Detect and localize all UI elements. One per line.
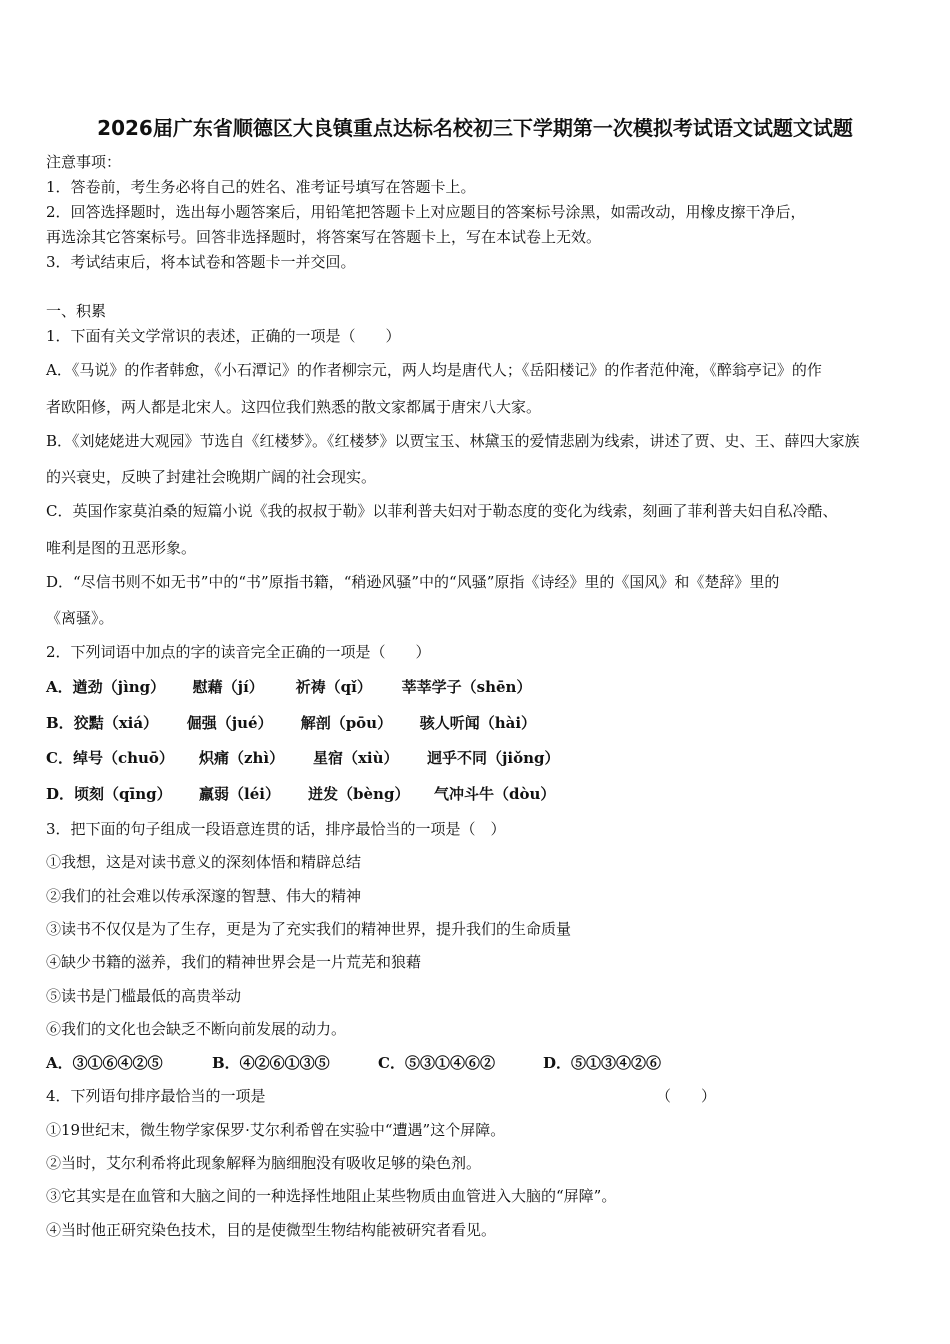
q3-option-d: D．⑤①③④②⑥: [543, 1054, 662, 1072]
q3-option-b: B．④②⑥①③⑤: [212, 1054, 330, 1072]
option-item: 祈祷（qǐ）: [295, 678, 372, 696]
q1-option-d-cont: 《离骚》。: [46, 609, 114, 627]
q1-option-c: C．英国作家莫泊桑的短篇小说《我的叔叔于勒》以菲利普夫妇对于勒态度的变化为线索，刻画了菲利普夫妇自私冷酷、: [46, 502, 838, 520]
section-heading: 一、积累: [46, 302, 107, 320]
q1-option-c-cont: 唯利是图的丑恶形象。: [46, 539, 197, 557]
option-item: 炽痛（zhì）: [198, 749, 285, 767]
q3-sentence: ⑥我们的文化也会缺乏不断向前发展的动力。: [46, 1020, 347, 1038]
notice-item: 2．回答选择题时，选出每小题答案后，用铅笔把答题卡上对应题目的答案标号涂黑，如需改动，用橡皮擦干净后，: [46, 203, 806, 221]
q4-sentence: ②当时，艾尔利希将此现象解释为脑细胞没有吸收足够的染色剂。: [46, 1154, 482, 1172]
notice-item: 再选涂其它答案标号。回答非选择题时，将答案写在答题卡上，写在本试卷上无效。: [46, 228, 602, 246]
option-item: 星宿（xiù）: [312, 749, 399, 767]
q2-option-b: [46, 713, 536, 733]
q1-stem: 1．下面有关文学常识的表述，正确的一项是（ ）: [46, 327, 401, 345]
option-item: 遒劲（jìng）: [72, 678, 166, 696]
q4-sentence: ④当时他正研究染色技术，目的是使微型生物结构能被研究者看见。: [46, 1221, 497, 1239]
q4-stem: 4．下列语句排序最恰当的一项是: [46, 1087, 266, 1105]
q2-option-c: [46, 748, 559, 768]
option-item: 倔强（jué）: [186, 714, 273, 732]
q1-option-b: B．《刘姥姥进大观园》节选自《红楼梦》。《红楼梦》以贾宝玉、林黛玉的爱情悲剧为线索，讲述了贾、史、王、薛四大家族: [46, 432, 860, 450]
option-item: 羸弱（léi）: [199, 785, 280, 803]
q3-option-c: C．⑤③①④⑥②: [378, 1054, 495, 1072]
option-label: D．: [46, 785, 75, 803]
notice-item: 1．答卷前，考生务必将自己的姓名、准考证号填写在答题卡上。: [46, 178, 476, 196]
option-label: A．: [46, 678, 73, 696]
option-item: 迸发（bèng）: [308, 785, 410, 803]
option-label: B．: [46, 714, 74, 732]
q3-sentence: ②我们的社会难以传承深邃的智慧、伟大的精神: [46, 887, 362, 905]
option-item: 解剖（pōu）: [300, 714, 393, 732]
q2-stem: 2．下列词语中加点的字的读音完全正确的一项是（ ）: [46, 643, 431, 661]
option-item: 绰号（chuō）: [72, 749, 174, 767]
q3-sentence: ①我想，这是对读书意义的深刻体悟和精辟总结: [46, 853, 362, 871]
option-item: 迥乎不同（jiǒng）: [426, 749, 560, 767]
document-title: 2026届广东省顺德区大良镇重点达标名校初三下学期第一次模拟考试语文试题文试题: [97, 116, 853, 140]
q1-option-a-cont: 者欧阳修，两人都是北宋人。这四位我们熟悉的散文家都属于唐宋八大家。: [46, 398, 542, 416]
q3-option-a: A．③①⑥④②⑤: [46, 1054, 163, 1072]
q4-sentence: ③它其实是在血管和大脑之间的一种选择性地阻止某些物质由血管进入大脑的“屏障”。: [46, 1187, 617, 1205]
notice-item: 3．考试结束后，将本试卷和答题卡一并交回。: [46, 253, 356, 271]
q1-option-d: D．“尽信书则不如无书”中的“书”原指书籍，“稍逊风骚”中的“风骚”原指《诗经》里的《国风》和《楚辞》里的: [46, 573, 780, 591]
q1-option-b-cont: 的兴衰史，反映了封建社会晚期广阔的社会现实。: [46, 468, 377, 486]
q3-sentence: ③读书不仅仅是为了生存，更是为了充实我们的精神世界，提升我们的生命质量: [46, 920, 572, 938]
q3-stem: 3．把下面的句子组成一段语意连贯的话，排序最恰当的一项是（ ）: [46, 820, 506, 838]
option-item: 莘莘学子（shēn）: [401, 678, 532, 696]
option-item: 顷刻（qīng）: [74, 785, 172, 803]
q3-sentence: ⑤读书是门槛最低的高贵举动: [46, 987, 242, 1005]
q2-option-d: [46, 784, 555, 804]
notice-heading: 注意事项：: [46, 153, 122, 171]
option-item: 气冲斗牛（dòu）: [434, 785, 556, 803]
q4-answer-paren: （ ）: [656, 1087, 717, 1105]
q3-options: [46, 1053, 661, 1073]
option-label: C．: [46, 749, 73, 767]
q4-sentence: ①19世纪末，微生物学家保罗·艾尔利希曾在实验中“遭遇”这个屏障。: [46, 1121, 506, 1139]
q3-sentence: ④缺少书籍的滋养，我们的精神世界会是一片荒芜和狼藉: [46, 953, 422, 971]
option-item: 慰藉（jí）: [192, 678, 264, 696]
option-item: 骇人听闻（hài）: [419, 714, 537, 732]
option-item: 狡黠（xiá）: [73, 714, 159, 732]
q1-option-a: A．《马说》的作者韩愈，《小石潭记》的作者柳宗元，两人均是唐代人；《岳阳楼记》的作者范仲淹，《醉翁亭记》的作: [46, 361, 822, 379]
q2-option-a: [46, 677, 531, 697]
